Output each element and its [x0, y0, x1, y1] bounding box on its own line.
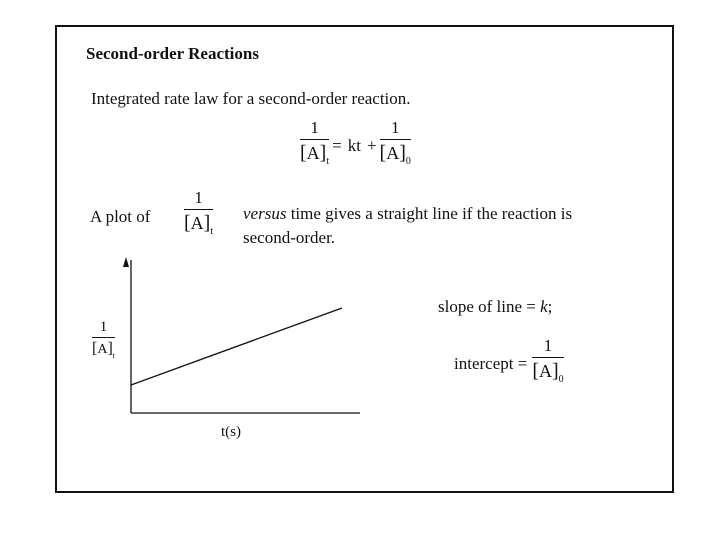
plot-line: [131, 308, 342, 385]
plot-sentence-prefix: A plot of: [90, 207, 151, 226]
intercept-label: intercept =: [454, 354, 528, 373]
lhs-numerator: 1: [310, 118, 319, 137]
lhs-fraction: [300, 118, 329, 174]
plot-sentence-line1: [243, 204, 572, 224]
rate-plot: [120, 255, 370, 425]
rhs-numerator: 1: [390, 118, 400, 137]
plot-fraction-denominator: $[A]_t$: [184, 212, 214, 237]
intercept-numerator: 1: [543, 336, 553, 355]
y-label-numerator: 1: [99, 319, 108, 335]
equals-sign: =: [332, 136, 342, 155]
y-axis-arrowhead: [123, 257, 129, 267]
intercept-fraction: [532, 336, 563, 392]
slope-note: slope of line = k;: [438, 297, 553, 316]
kt-term: kt: [347, 136, 361, 155]
plot-sentence-rest: time gives a straight line if the reaction is: [286, 204, 573, 223]
y-label-denominator: $[A]_t$: [92, 340, 116, 360]
x-axis-label: t(s): [221, 424, 241, 440]
slope-k: k: [540, 297, 548, 316]
plot-fraction-numerator: 1: [194, 188, 203, 207]
intro-text: Integrated rate law for a second-order reaction.: [91, 89, 411, 108]
rhs-fraction: [380, 118, 411, 174]
intercept-denominator: $[A]_0$: [532, 360, 564, 385]
rate-law-equation: [300, 118, 411, 174]
plot-fraction: [184, 188, 213, 244]
lhs-denominator: $[A]_t$: [300, 142, 330, 167]
slide-title: Second-order Reactions: [86, 44, 259, 63]
plus-sign: +: [366, 136, 377, 155]
plot-sentence-line2: second-order.: [243, 228, 336, 247]
rhs-denominator: $[A]_0$: [379, 142, 411, 167]
versus-word: versus: [243, 204, 287, 223]
y-axis-label: [92, 318, 115, 365]
intercept-note: [454, 336, 564, 392]
